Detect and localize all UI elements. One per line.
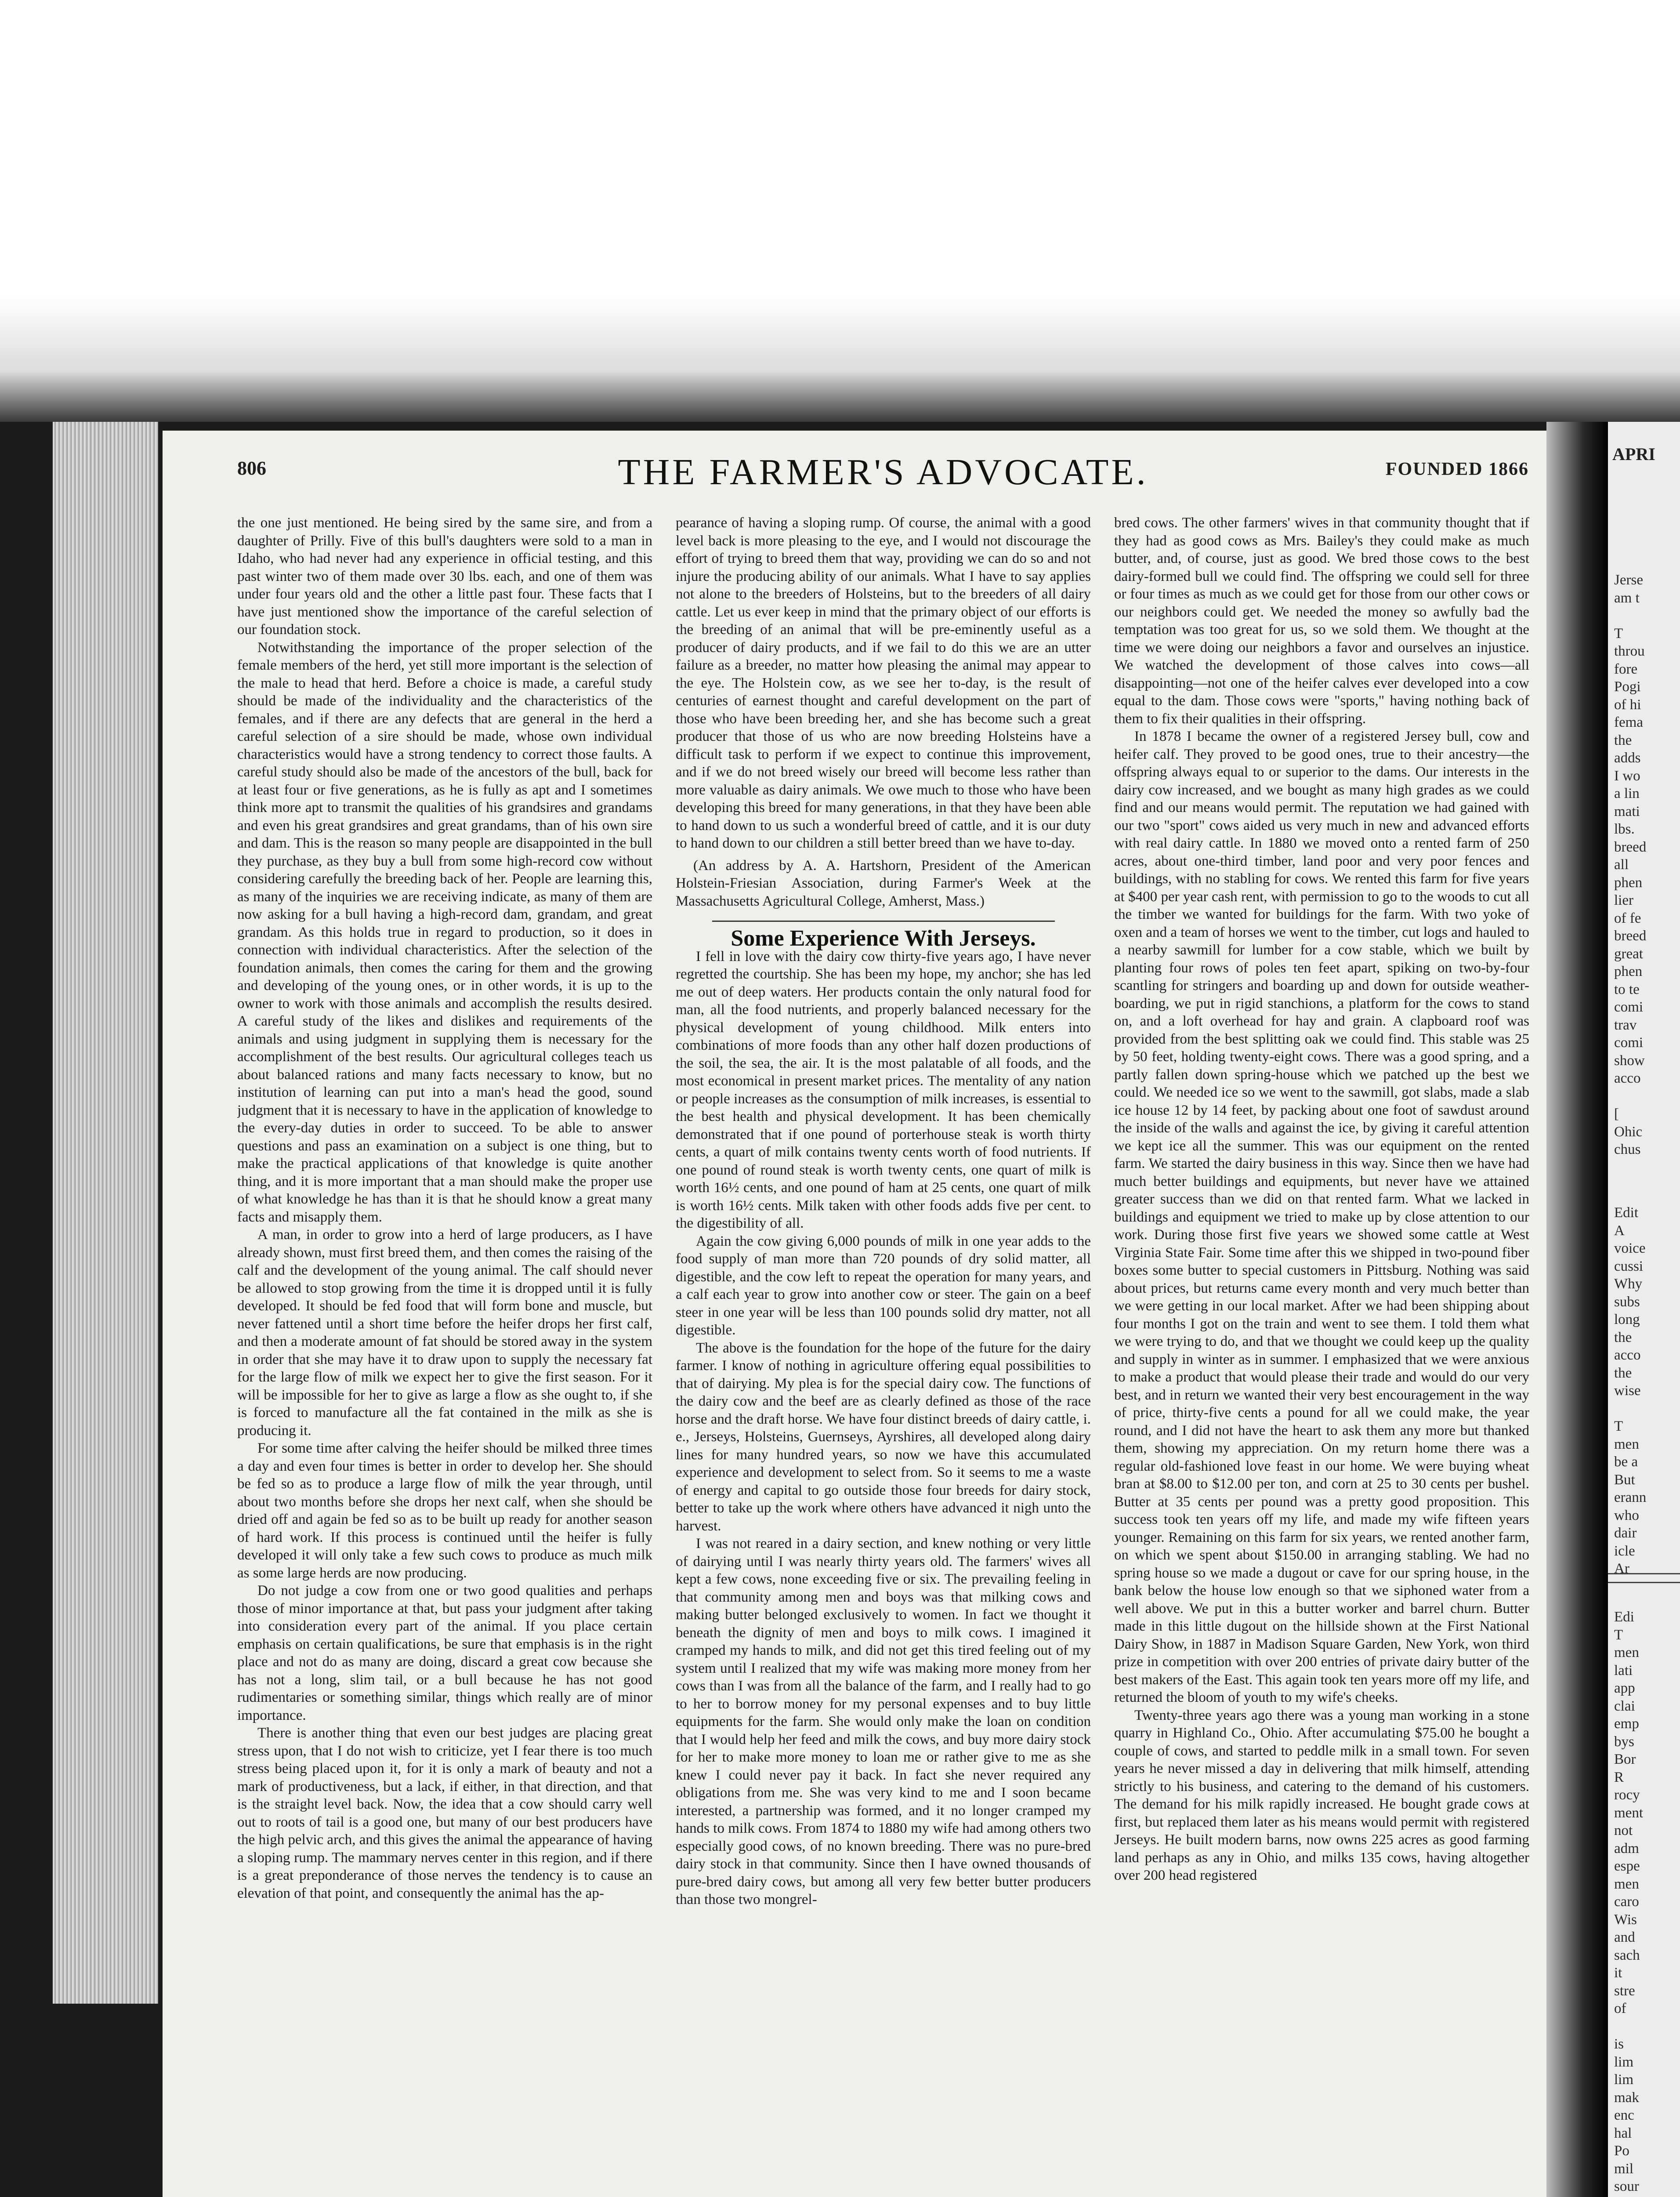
adjacent-page-fragment — [1608, 422, 1680, 2197]
adjacent-page-line: fore — [1614, 661, 1638, 677]
adjacent-page-line: espe — [1614, 1858, 1640, 1874]
adjacent-page-text-bottom — [1608, 1608, 1643, 2197]
adjacent-page-line: lim — [1614, 2072, 1634, 2088]
adjacent-page-line: Edit — [1614, 1205, 1638, 1221]
adjacent-page-line: Edi — [1614, 1609, 1634, 1625]
paragraph: I fell in love with the dairy cow thirty-five years ago, I have never regretted the courtship. She has been my hope, my anchor; she has led me out of deep waters. Her products contain the only natural food for man, all the food nutrients, and properly balanced necessary for the physical development of young childhood. Milk enters into combinations of more foods than any other half dozen productions of the soil, the sea, the air. It is the most palatable of all foods, and the most economical in present market prices. The mentality of any nation or people increases as the consumption of milk increases, is essential to the best health and physical development. It has been chemically demonstrated that if one pound of porterhouse steak is worth thirty cents, a quart of milk contains twenty cents worth of food nutrients. If one pound of round steak is worth twenty cents, one quart of milk is worth 16½ cents, and one pound of ham at 25 cents, one quart of milk is worth 16½ cents. Milk taken with other foods adds five per cent. to the digestibility of all. — [676, 948, 1091, 1231]
adjacent-page-line: long — [1614, 1312, 1640, 1327]
adjacent-page-line — [1608, 1400, 1646, 1418]
section-divider — [712, 921, 1055, 922]
adjacent-page-line: T — [1614, 625, 1623, 642]
adjacent-page-line: Ohic — [1614, 1124, 1643, 1140]
adjacent-page-line: the — [1614, 732, 1632, 748]
adjacent-page-line: enc — [1614, 2107, 1634, 2123]
adjacent-page-line: trav — [1614, 1017, 1637, 1033]
adjacent-page-line: subs — [1614, 1294, 1640, 1310]
adjacent-page-line: am t — [1614, 590, 1640, 606]
adjacent-page-line — [1608, 1088, 1646, 1106]
adjacent-page-line: phen — [1614, 874, 1643, 891]
adjacent-page-line: lier — [1614, 892, 1633, 908]
page-header — [237, 448, 1529, 501]
adjacent-page-line: A — [1614, 1222, 1625, 1239]
adjacent-page-line: be a — [1614, 1454, 1638, 1470]
adjacent-page-line — [1608, 2196, 1643, 2197]
adjacent-page-line: a lin — [1614, 786, 1640, 801]
adjacent-page-line: show — [1614, 1052, 1645, 1069]
adjacent-page-line: men — [1614, 1645, 1639, 1660]
adjacent-page-line: caro — [1614, 1894, 1639, 1910]
adjacent-page-line — [1608, 607, 1646, 625]
adjacent-page-line: Jerse — [1614, 572, 1643, 588]
page-number: 806 — [237, 457, 266, 479]
article-headline: Some Experience With Jerseys. — [731, 926, 1036, 951]
adjacent-page-line: of fe — [1614, 910, 1641, 926]
adjacent-page-line: men — [1614, 1876, 1639, 1892]
adjacent-page-line: acco — [1614, 1347, 1641, 1363]
adjacent-page-line: the — [1614, 1329, 1632, 1345]
paragraph: the one just mentioned. He being sired by the same sire, and from a daughter of Prilly. Five of this bull's daughters were sold to a man in Idaho, who had never had any experience in official testing, and this past winter two of them made over 30 lbs. each, and one of them was under four years old and the other a little past four. These facts that I have just mentioned show the importance of the careful selection of our foundation stock. — [237, 515, 652, 638]
paragraph: Notwithstanding the importance of the proper selection of the female members of the herd, yet still more important is the selection of the male to head that herd. Before a choice is made, a careful study should be made of the individuality and the characteristics of the females, and if there are any defects that are general in the herd a careful selection of a sire should be made, whose own individual characteristics would have a strong tendency to correct those faults. A careful study should also be made of the ancestors of the bull, back for at least four or five generations, as he is fully as apt and I sometimes think more apt to transmit the qualities of his grandsires and grandams and even his great grandsires and great grandams, than of his own sire and dam. This is the reason so many people are disappointed in the bull they purchase, as they buy a bull from some high-record cow without considering carefully the breeding back of her. People are learning this, as many of the inquiries we are receiving indicate, as many of them are now asking for a bull having a high-record dam, grandam, and great grandam. As this holds true in regard to production, so it does in connection with individual characteristics. After the selection of the foundation animals, then comes the caring for them and the growing and developing of the young ones, or in other words, it is up to the owner to work with those animals and accomplish the results desired. A careful study of the likes and dislikes and requirements of the animals and using judgment in supplying them is necessary for the accomplishment of the best results. Our agricultural colleges teach us about balanced rations and many facts necessary to know, but no institution of learning can put into a man's head the good, sound judgment that it is necessary to have in the application of knowledge to the every-day duties in order to succeed. To be able to answer questions and pass an examination on a subject is one thing, but to make the practical applications of that knowledge is quite another thing, and it is more important that a man should make the proper use of what knowledge he has than it is that he should know a great many facts and misapply them. — [237, 639, 652, 1225]
paragraph: pearance of having a sloping rump. Of course, the animal with a good level back is more pleasing to the eye, and I would not discourage the effort of trying to breed them that way, providing we can do so and not injure the producing ability of our animals. What I have to say applies not alone to the breeders of Holsteins, but to the breeders of all dairy cattle. Let us ever keep in mind that the primary object of our efforts is the breeding of an animal that will be pre-eminently useful as a producer of dairy products, and if we fail to do this we are an utter failure as a breeder, no matter how pleasing the animal may appear to the eye. The Holstein cow, as we see her to-day, is the result of centuries of earnest thought and careful development on the part of those who have been breeding her, and she has become such a great producer that those of us who are now breeding Holsteins have a difficult task to perform if we expect to continue this improvement, and if we do not breed wisely our breed will become less rather than more valuable as dairy animals. We owe much to those who have been developing this breed for many generations, in that they have been able to hand down to us such a wonderful breed of cattle, and it is our duty to hand down to our children a still better breed than we have to-day. — [676, 515, 1091, 851]
adjacent-page-line: Ar — [1614, 1561, 1629, 1577]
adjacent-page-line: sour — [1614, 2179, 1639, 2194]
adjacent-page-line: comi — [1614, 999, 1643, 1015]
masthead-title: THE FARMER'S ADVOCATE. — [618, 452, 1148, 493]
adjacent-page-line: comi — [1614, 1035, 1643, 1051]
adjacent-page-line: mak — [1614, 2089, 1639, 2106]
adjacent-page-line: sach — [1614, 1947, 1640, 1963]
adjacent-page-line: and — [1614, 1929, 1635, 1945]
adjacent-page-line: is — [1614, 2036, 1624, 2052]
book-spine-shadow — [1546, 422, 1608, 2197]
adjacent-page-line: breed — [1614, 839, 1647, 855]
adjacent-page-line: adm — [1614, 1840, 1639, 1856]
adjacent-page-line: all — [1614, 857, 1629, 873]
adjacent-page-line: T — [1614, 1418, 1623, 1434]
adjacent-page-line: phen — [1614, 964, 1643, 979]
paragraph: For some time after calving the heifer should be milked three times a day and even four times is better in order to develop her. She should be fed so as to produce a large flow of milk the year through, until about two months before she drops her next calf, when she should be dried off and again be fed so as to be built up ready for another season of hard work. If this process is continued until the heifer is fully developed it will only take a few such cows to produce as much milk as some large herds are now producing. — [237, 1440, 652, 1581]
adjacent-page-line: ment — [1614, 1805, 1643, 1821]
adjacent-page-line: throu — [1614, 643, 1645, 659]
paragraph: Twenty-three years ago there was a young man working in a stone quarry in Highland Co., Ohio. After accumulating $75.00 he bought a couple of cows, and started to peddle milk in a small town. For seven years he never missed a day in delivering that milk himself, attending strictly to his business, and catering to the demand of his customers. The demand for his milk rapidly increased. He bought grade cows at first, but replaced them later as his means would permit with registered Jerseys. He built modern barns, now owns 225 acres as good farming land perhaps as any in Ohio, and milks 135 cows, having altogether over 200 head registered — [1114, 1707, 1529, 1883]
paragraph: bred cows. The other farmers' wives in that community thought that if they had as good cows as Mrs. Bailey's they could make as much butter, and, of course, just as good. We bred those cows to the best dairy-formed bull we could find. The offspring we could sell for three or four times as much as we could get for those from our other cows or our neighbors could get. We needed the money so awfully bad the temptation was too great for us, so we sold them. We thought at the time we were doing our neighbors a favor and ourselves an injustice. We watched the development of those calves into cows—all disappointing—not one of the heifer calves ever developed into a cow equal to the dam. Those cows were "sports," having nothing back of them to fix their qualities in their offspring. — [1114, 515, 1529, 727]
paragraph: Do not judge a cow from one or two good qualities and perhaps those of minor importance at that, but pass your judgment after taking into consideration every part of the animal. If you place certain emphasis on certain qualifications, be sure that emphasis is in the right place and not do as many are doing, discard a great cow because she has not a long, slim tail, or a bull because he has not good rudimentaries or something similar, things which really are of minor importance. — [237, 1583, 652, 1723]
adjacent-page-line: it — [1614, 1965, 1622, 1981]
founded-date: FOUNDED 1866 — [1385, 459, 1529, 479]
adjacent-page-line: who — [1614, 1507, 1639, 1523]
adjacent-page-line: acco — [1614, 1070, 1641, 1086]
adjacent-page-line: not — [1614, 1823, 1633, 1838]
adjacent-page-line: Why — [1614, 1276, 1643, 1292]
article-column-3 — [1114, 514, 1529, 2197]
adjacent-page-line: stre — [1614, 1983, 1635, 1999]
adjacent-page-line: of hi — [1614, 696, 1641, 713]
adjacent-page-line: Wis — [1614, 1911, 1637, 1928]
adjacent-page-line: T — [1614, 1627, 1623, 1643]
article-column-2 — [676, 514, 1091, 2197]
adjacent-page-line: icle — [1614, 1543, 1635, 1559]
adjacent-page-line: Po — [1614, 2143, 1629, 2159]
adjacent-page-line: Pogi — [1614, 679, 1641, 695]
adjacent-page-line: emp — [1614, 1716, 1639, 1732]
scan-background — [0, 0, 1680, 422]
adjacent-page-line: the — [1614, 1365, 1632, 1381]
adjacent-page-line: mil — [1614, 2161, 1634, 2177]
adjacent-page-line: lim — [1614, 2054, 1634, 2070]
adjacent-page-line: Bor — [1614, 1751, 1636, 1767]
book-page-edges — [53, 422, 158, 2004]
adjacent-page-line: to te — [1614, 981, 1640, 997]
adjacent-page-line: adds — [1614, 750, 1641, 766]
adjacent-page-line: lbs. — [1614, 821, 1635, 837]
paragraph: Again the cow giving 6,000 pounds of milk in one year adds to the food supply of man more than 720 pounds of dry solid matter, all digestible, and the cow left to repeat the operation for many years, and a calf each year to grow into another cow or steer. The gain on a beef steer in one year will be less than 100 pounds solid dry matter, not all digestible. — [676, 1233, 1091, 1338]
adjacent-page-text-top — [1608, 571, 1646, 1159]
article-attribution: (An address by A. A. Hartshorn, President of the American Holstein-Friesian Association, during Farmer's Week at the Massachusetts Agricultural College, Amherst, Mass.) — [676, 857, 1091, 909]
adjacent-page-text-middle — [1608, 1204, 1646, 1578]
adjacent-page-line: hal — [1614, 2125, 1632, 2141]
adjacent-page-line: breed — [1614, 928, 1647, 944]
adjacent-page-line: app — [1614, 1680, 1635, 1696]
adjacent-page-line — [1608, 2018, 1643, 2036]
paragraph: A man, in order to grow into a herd of large producers, as I have already shown, must first breed them, and then comes the raising of the calf and the development of the young animal. The calf should never be allowed to stop growing from the time it is dropped until it is fully developed. It should be fed food that will form bone and muscle, but never fattened until a short time before the heifer drops her first calf, and then a moderate amount of fat should be stored away in the system in order that she may have it to draw upon to supply the necessary fat for the large flow of milk we expect her to give the first season. For it will be impossible for her to give as large a flow as she ought to, if she is forced to manufacture all the fat contained in the milk as she is producing it. — [237, 1227, 652, 1439]
paragraph: The above is the foundation for the hope of the future for the dairy farmer. I know of nothing in agriculture offering equal possibilities to that of dairying. My plea is for the special dairy cow. The functions of the dairy cow and the beef are as clearly defined as those of the race horse and the draft horse. We have four distinct breeds of dairy cattle, i. e., Jerseys, Holsteins, Guernseys, Ayrshires, all developed along dairy lines for many hundred years, so now we have this accumulated experience and development to select from. So it seems to me a waste of energy and capital to go outside those four breeds for dairy stock, better to take up the work where others have advanced it nigh unto the harvest. — [676, 1340, 1091, 1534]
paragraph: I was not reared in a dairy section, and knew nothing or very little of dairying until I was nearly thirty years old. The farmers' wives all kept a few cows, none exceeding five or six. The prevailing feeling in that community among men and boys was that milking cows and making butter belonged exclusively to women. In fact we thought it beneath the dignity of men and boys to milk cows. I imagined it cramped my hands to milk, and did not get this tired feeling out of my system until I realized that my wife was making more money from her cows than I was from all the balance of the farm, and I really had to go to her to borrow money for my personal expenses and to buy little equipments for the farm. She would only make the loan on condition that I would help her feed and milk the cows, and buy more dairy stock for her to make more money to loan me or rather give to me as she knew I could never pay it back. In fact she never required any obligations from me. She was very kind to me and I soon became interested, a partnership was formed, and it no longer cramped my hands to milk cows. From 1874 to 1880 my wife had among others two especially good cows, of no known breeding. There was no pure-bred dairy stock in that community. Since then I have owned thousands of pure-bred dairy cows, but among all very few better butter producers than those two mongrel- — [676, 1536, 1091, 1907]
adjacent-page-line: But — [1614, 1472, 1635, 1488]
adjacent-page-line: chus — [1614, 1142, 1641, 1157]
newspaper-page — [163, 431, 1546, 2197]
adjacent-page-divider — [1608, 1573, 1680, 1574]
adjacent-page-line: lati — [1614, 1662, 1633, 1679]
adjacent-page-line: rocy — [1614, 1787, 1640, 1803]
article-column-1 — [237, 514, 652, 2197]
adjacent-page-header: APRI — [1612, 444, 1655, 464]
adjacent-page-line: of — [1614, 2001, 1626, 2016]
adjacent-page-line: voice — [1614, 1240, 1646, 1256]
adjacent-page-line: fema — [1614, 714, 1643, 730]
adjacent-page-line: [ — [1614, 1106, 1619, 1122]
adjacent-page-line: wise — [1614, 1383, 1641, 1399]
adjacent-page-line: dair — [1614, 1525, 1637, 1541]
adjacent-page-line: R — [1614, 1769, 1624, 1785]
adjacent-page-line: I wo — [1614, 768, 1640, 784]
adjacent-page-line: men — [1614, 1436, 1639, 1452]
adjacent-page-line: bys — [1614, 1733, 1634, 1750]
adjacent-page-line: cussi — [1614, 1258, 1643, 1274]
paragraph: In 1878 I became the owner of a registered Jersey bull, cow and heifer calf. They proved to be good ones, true to their ancestry—the offspring always equal to or superior to the dams. Our interests in the dairy cow increased, and we bought as many high grades as we could find and our means would permit. The reputation we had gained with our two "sport" cows aided us very much in new and advanced efforts with real dairy cattle. In 1880 we moved onto a rented farm of 250 acres, about one-third timber, land poor and very poor fences and buildings, with no stabling for cows. We rented this farm for five years at $400 per year cash rent, with permission to go to the woods to cut all the timber we wanted for buildings for the farm. With two yoke of oxen and a team of horses we went to the timber, cut logs and hauled to a nearby sawmill for lumber for a cow stable, which we built by planting four rows of poles ten feet apart, spiking on two-by-four scantling for stringers and boarding up and down for outside weather-boarding, we put in rigid stanchions, a platform for the cows to stand on, and a loft overhead for hay and grain. A clapboard roof was provided from the best splitting oak we could find. This stable was 25 by 50 feet, holding twenty-eight cows. There was a good spring, and a partly fallen down spring-house which we patched up the best we could. We needed ice so we went to the sawmill, got slabs, made a slab ice house 12 by 14 feet, by packing about one foot of sawdust around the inside of the walls and against the ice, by giving it careful attention we kept ice all the summer. This was our equipment on the rented farm. We started the dairy business in this way. Since then we have had much better buildings and equipments, but never have we attained greater success than we did on that rented farm. What we lacked in buildings and equipment we tried to make up by close attention to our work. During those first five years we showed some cattle at West Virginia State Fair. Some time after this we shipped in two-pound fiber boxes some butter to special customers in Pittsburg. Nothing was said about prices, but returns came every month and very much better than we were getting in our local market. After we had been shipping about four months I got on the train and went to see them. I told them what we were trying to do, and that we thought we could keep up the quality and supply in winter as in summer. I emphasized that we were anxious to make a product that would please their trade and would do our very best, and in return we wanted their very best encouragement in the way of price, thirty-five cents a pound for all we could make, the year round, and I did not have the heart to ask them any more but thanked them, showing my appreciation. On my return home there was a regular old-fashioned love feast in our home. We were buying wheat bran at $8.00 to $12.00 per ton, and corn at 25 to 30 cents per bushel. Butter at 35 cents per pound was a pretty good proposition. This success took ten years off my life, and made my wife fifteen years younger. Remaining on this farm for six years, we rented another farm, on which we spent about $150.00 in arranging stabling. We had no spring house so we made a dugout or cave for our spring house, in the bank below the house low enough so that we siphoned water from a well above. We put in this a butter worker and barrel churn. Butter made in this little dugout on the hillside shown at the First National Dairy Show, in 1887 in Madison Square Garden, New York, won third prize in competition with over 200 entries of private dairy butter of the best makers of the East. This again took ten years more off my life, and returned the bloom of youth to my wife's cheeks. — [1114, 729, 1529, 1705]
adjacent-page-line: great — [1614, 946, 1643, 962]
adjacent-page-line: clai — [1614, 1698, 1635, 1714]
paragraph: There is another thing that even our best judges are placing great stress upon, that I do not wish to criticize, yet I fear there is too much stress being placed upon it, for it is only a mark of beauty and not a mark of productiveness, but a lack, if either, in that direction, and that is the straight level back. Now, the idea that a cow should carry well out to roots of tail is a good one, but many of our best producers have the high pelvic arch, and this gives the animal the appearance of having a sloping rump. The mammary nerves center in this region, and if there is a great preponderance of those nerves the tendency is to cause an elevation of that point, and consequently the animal has the ap- — [237, 1725, 652, 1901]
adjacent-page-divider — [1608, 1582, 1680, 1583]
adjacent-page-line: mati — [1614, 803, 1640, 819]
adjacent-page-line: erann — [1614, 1490, 1647, 1505]
